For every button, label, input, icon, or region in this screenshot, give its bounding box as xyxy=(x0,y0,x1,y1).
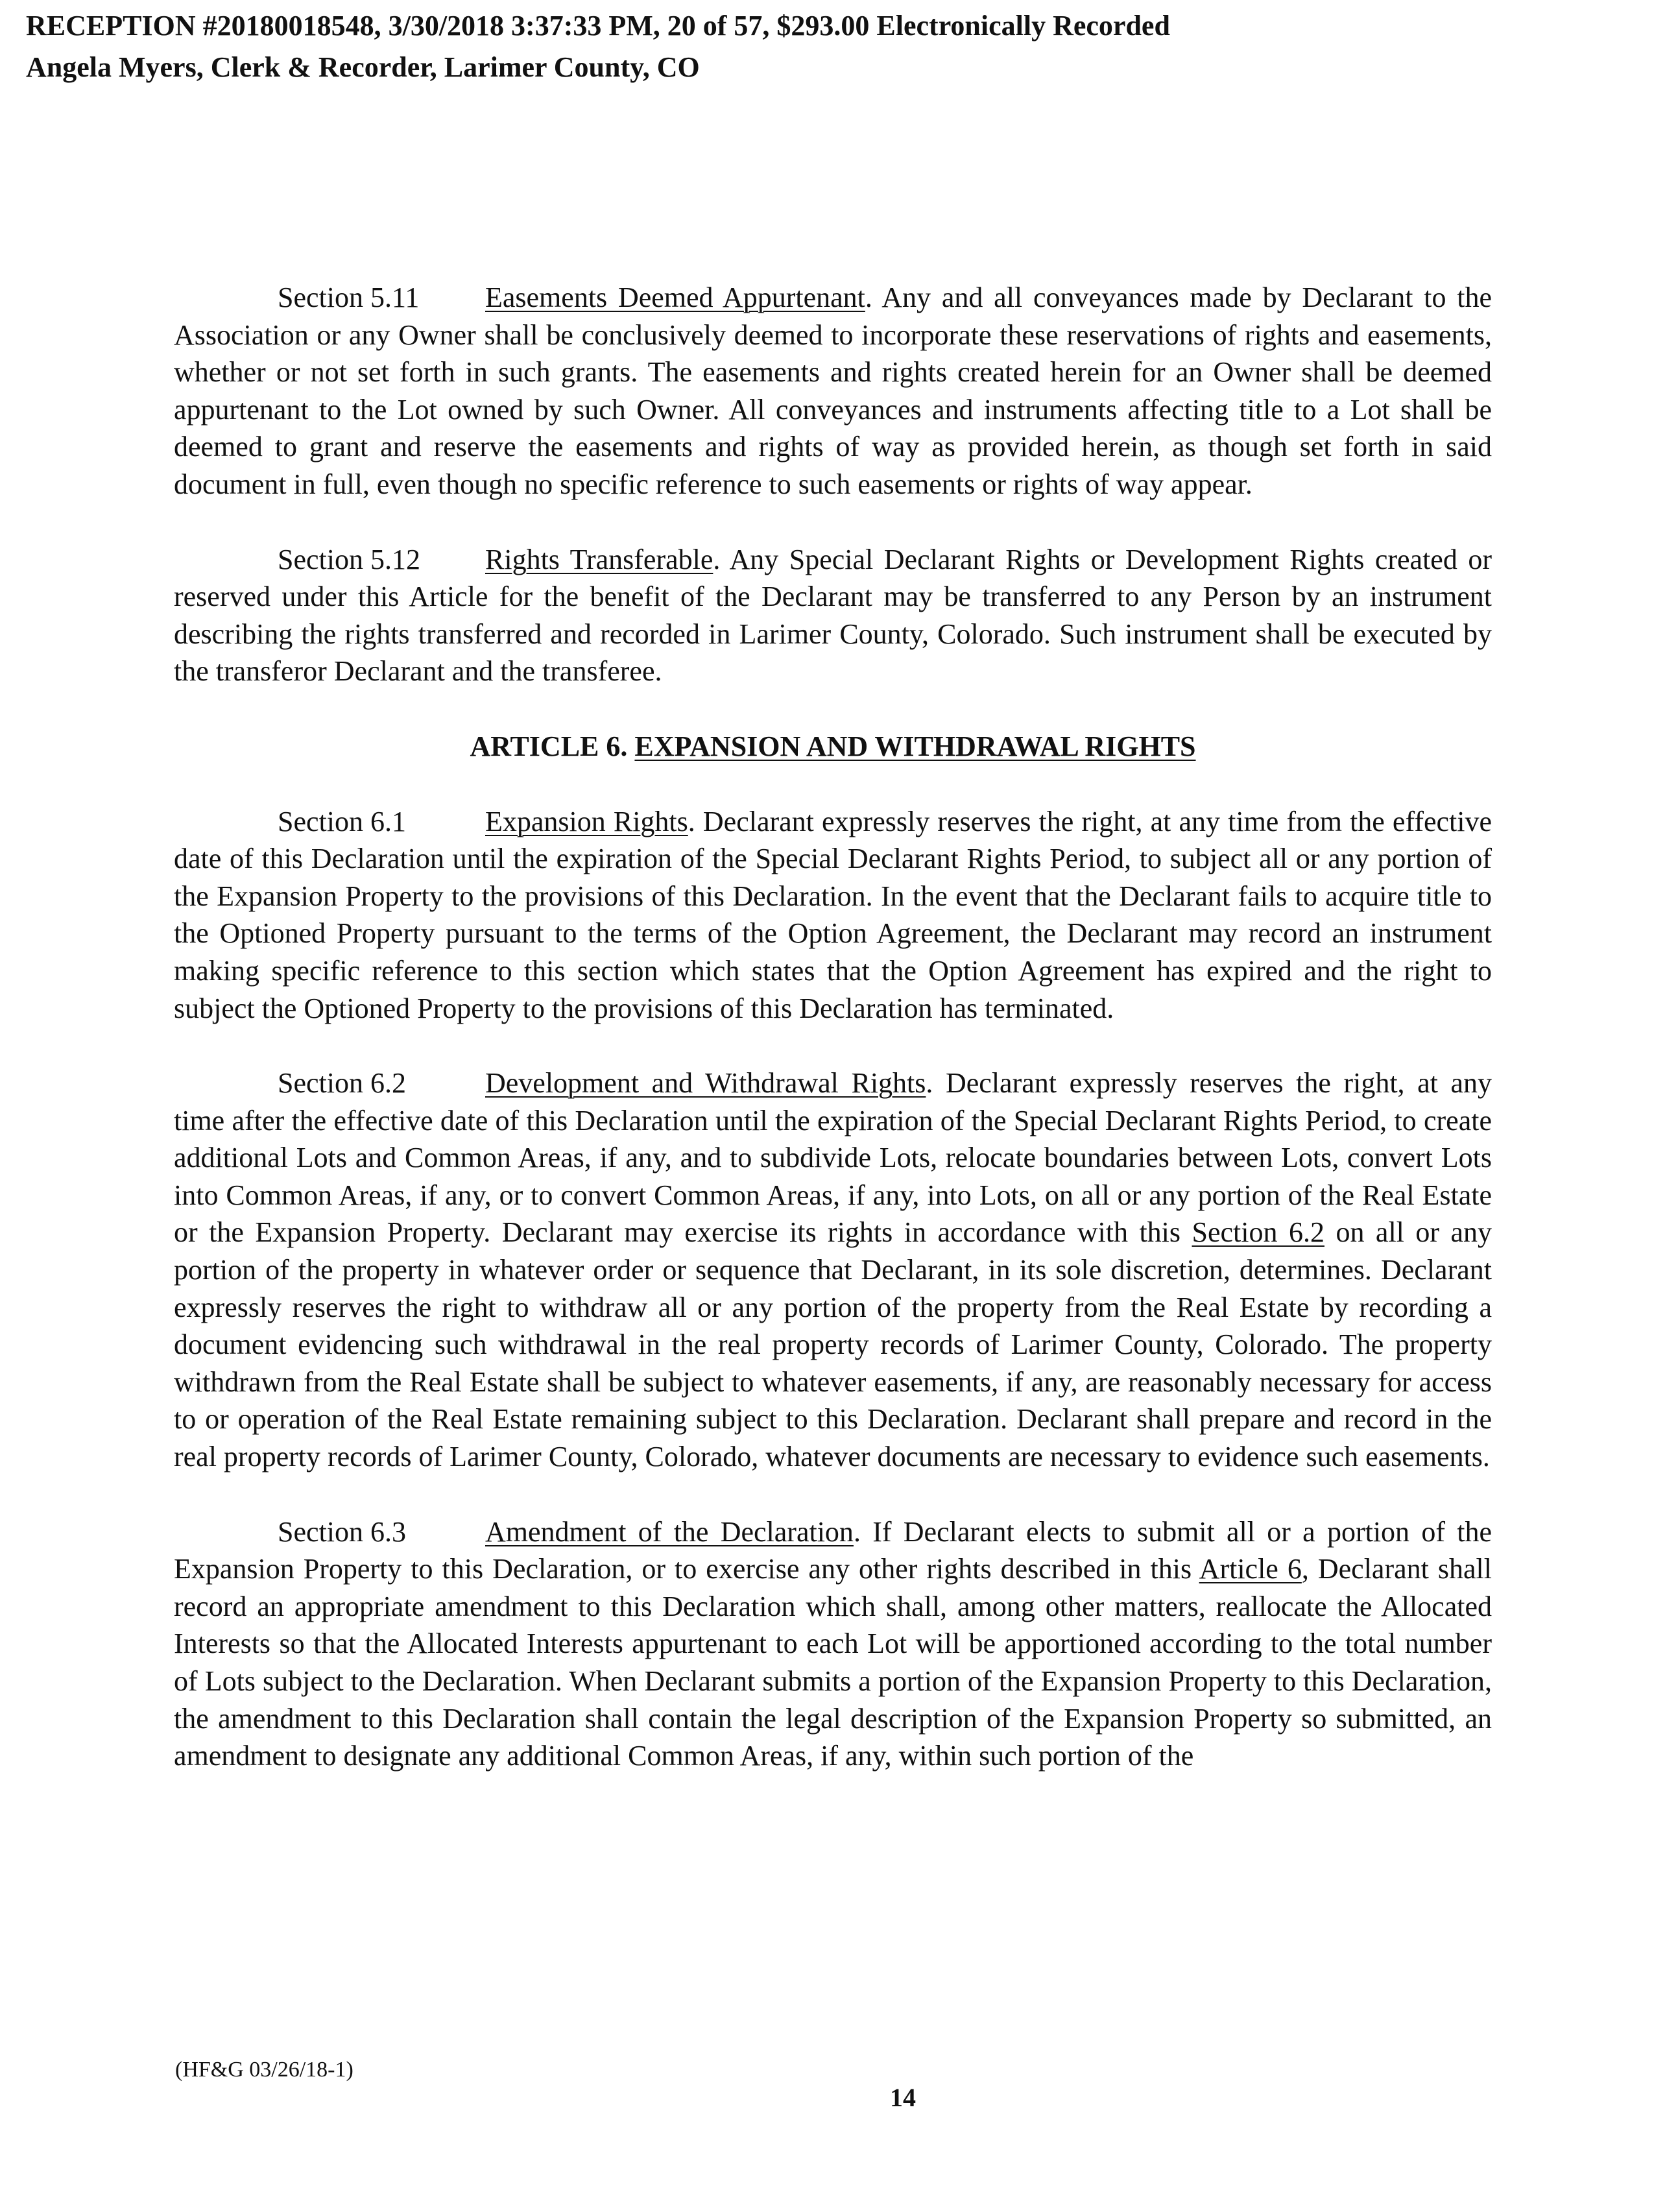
section-reference: Article 6 xyxy=(1199,1553,1302,1585)
section-title: Expansion Rights xyxy=(485,805,688,837)
section-title: Rights Transferable xyxy=(485,543,713,575)
section-body-continued: on all or any portion of the property in whatever order or sequence that Declarant, in its sole discretion, determines. Declarant expressly reserves the right to withdraw all or any portion of the property from the Real Estate by recording a document evidencing such withdrawal in the real property records of Larimer County, Colorado. The property withdrawn from the Real Estate shall be subject to whatever easements, if any, are reasonably necessary for access to or operation of the Real Estate remaining subject to this Declaration. Declarant shall prepare and record in the real property records of Larimer County, Colorado, whatever documents are necessary to evidence such easements. xyxy=(174,1216,1492,1473)
section-number: Section 5.11 xyxy=(278,282,420,313)
section-6-1: Section 6.1 Expansion Rights. Declarant expressly reserves the right, at any time from the effective date of this Declaration until the expiration of the Special Declarant Rights Period, to subject all or any portion of the Expansion Property to the provisions of this Declaration. In the event that the Declarant fails to acquire title to the Optioned Property pursuant to the terms of the Option Agreement, the Declarant may record an instrument making specific reference to this section which states that the Option Agreement has expired and the right to subject the Optioned Property to the provisions of this Declaration has terminated. xyxy=(174,803,1492,1028)
section-body-continued: , Declarant shall record an appropriate amendment to this Declaration which shall, among other matters, reallocate the Allocated Interests so that the Allocated Interests appurtenant to each Lot will be apportioned according to the total number of Lots subject to the Declaration. When Declarant submits a portion of the Expansion Property to this Declaration, the amendment to this Declaration shall contain the legal description of the Expansion Property so submitted, an amendment to designate any additional Common Areas, if any, within such portion of the xyxy=(174,1553,1492,1772)
section-number: Section 6.3 xyxy=(278,1515,406,1548)
section-6-3: Section 6.3 Amendment of the Declaration. If Declarant elects to submit all or a portion of the Expansion Property to this Declaration, or to exercise any other rights described in this Article 6, Declarant shall record an appropriate amendment to this Declaration which shall, among other matters, reallocate the Allocated Interests so that the Allocated Interests appurtenant to each Lot will be apportioned according to the total number of Lots subject to the Declaration. When Declarant submits a portion of the Expansion Property to this Declaration, the amendment to this Declaration shall contain the legal description of the Expansion Property so submitted, an amendment to designate any additional Common Areas, if any, within such portion of the xyxy=(174,1513,1492,1775)
section-number: Section 5.12 xyxy=(278,543,420,575)
section-title: Development and Withdrawal Rights xyxy=(485,1067,926,1100)
section-body: Any and all conveyances made by Declarant to the Association or any Owner shall be conclusively deemed to incorporate these reservations of rights and easements, whether or not set forth in such grants. The easements and rights created herein for an Owner shall be deemed appurtenant to the Lot owned by such Owner. All conveyances and instruments affecting title to a Lot shall be deemed to grant and reserve the easements and rights of way as provided herein, as though set forth in said document in full, even though no specific reference to such easements or rights of way appear. xyxy=(174,282,1492,500)
reception-line: RECEPTION #20180018548, 3/30/2018 3:37:33 PM, 20 of 57, $293.00 Electronically Recorded xyxy=(26,10,1170,42)
section-title: Easements Deemed Appurtenant xyxy=(485,282,865,313)
article-heading xyxy=(174,728,1492,765)
section-number: Section 6.1 xyxy=(278,805,406,837)
section-title: Amendment of the Declaration xyxy=(485,1515,854,1548)
page-number: 14 xyxy=(890,2083,916,2112)
article-title: EXPANSION AND WITHDRAWAL RIGHTS xyxy=(634,730,1196,762)
section-body: Declarant expressly reserves the right, at any time from the effective date of this Declaration until the expiration of the Special Declarant Rights Period, to subject all or any portion of the Expansion Property to the provisions of this Declaration. In the event that the Declarant fails to acquire title to the Optioned Property pursuant to the terms of the Option Agreement, the Declarant may record an instrument making specific reference to this section which states that the Option Agreement has expired and the right to subject the Optioned Property to the provisions of this Declaration has terminated. xyxy=(174,805,1492,1024)
section-number: Section 6.2 xyxy=(278,1067,406,1100)
recording-stamp xyxy=(26,5,1170,88)
document-body xyxy=(174,279,1492,1775)
section-body: If Declarant elects to submit all or a portion of the Expansion Property to this Declaration, or to exercise any other rights described in this xyxy=(174,1515,1492,1585)
section-5-12: Section 5.12 Rights Transferable. Any Special Declarant Rights or Development Rights created or reserved under this Article for the benefit of the Declarant may be transferred to any Person by an instrument describing the rights transferred and recorded in Larimer County, Colorado. Such instrument shall be executed by the transferor Declarant and the transferee. xyxy=(174,541,1492,690)
section-5-11: Section 5.11 Easements Deemed Appurtenant. Any and all conveyances made by Declarant to the Association or any Owner shall be conclusively deemed to incorporate these reservations of rights and easements, whether or not set forth in such grants. The easements and rights created herein for an Owner shall be deemed appurtenant to the Lot owned by such Owner. All conveyances and instruments affecting title to a Lot shall be deemed to grant and reserve the easements and rights of way as provided herein, as though set forth in said document in full, even though no specific reference to such easements or rights of way appear. xyxy=(174,279,1492,503)
section-body: Any Special Declarant Rights or Development Rights created or reserved under this Article for the benefit of the Declarant may be transferred to any Person by an instrument describing the rights transferred and recorded in Larimer County, Colorado. Such instrument shall be executed by the transferor Declarant and the transferee. xyxy=(174,543,1492,688)
article-label: ARTICLE 6. xyxy=(470,730,628,762)
section-body: Declarant expressly reserves the right, at any time after the effective date of this Declaration until the expiration of the Special Declarant Rights Period, to create additional Lots and Common Areas, if any, and to subdivide Lots, relocate boundaries between Lots, convert Lots into Common Areas, if any, or to convert Common Areas, if any, into Lots, on all or any portion of the Real Estate or the Expansion Property. Declarant may exercise its rights in accordance with this xyxy=(174,1067,1492,1249)
recorder-line: Angela Myers, Clerk & Recorder, Larimer County, CO xyxy=(26,51,700,83)
section-6-2: Section 6.2 Development and Withdrawal Rights. Declarant expressly reserves the right, at any time after the effective date of this Declaration until the expiration of the Special Declarant Rights Period, to create additional Lots and Common Areas, if any, and to subdivide Lots, relocate boundaries between Lots, convert Lots into Common Areas, if any, or to convert Common Areas, if any, into Lots, on all or any portion of the Real Estate or the Expansion Property. Declarant may exercise its rights in accordance with this Section 6.2 on all or any portion of the property in whatever order or sequence that Declarant, in its sole discretion, determines. Declarant expressly reserves the right to withdraw all or any portion of the property from the Real Estate by recording a document evidencing such withdrawal in the real property records of Larimer County, Colorado. The property withdrawn from the Real Estate shall be subject to whatever easements, if any, are reasonably necessary for access to or operation of the Real Estate remaining subject to this Declaration. Declarant shall prepare and record in the real property records of Larimer County, Colorado, whatever documents are necessary to evidence such easements. xyxy=(174,1064,1492,1476)
section-reference: Section 6.2 xyxy=(1192,1216,1324,1249)
document-code: (HF&G 03/26/18-1) xyxy=(175,2058,354,2082)
